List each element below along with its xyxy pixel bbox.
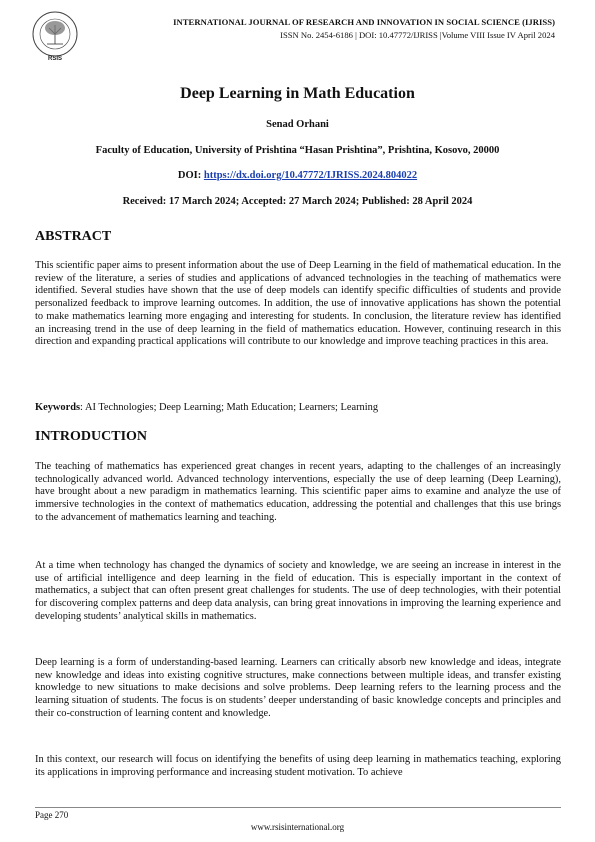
- author-name: Senad Orhani: [266, 119, 329, 130]
- journal-meta: ISSN No. 2454-6186 | DOI: 10.47772/IJRISS |Volume VIII Issue IV April 2024: [280, 30, 555, 40]
- doi-label: DOI:: [177, 170, 204, 181]
- page-number: Page 270: [35, 810, 69, 820]
- footer-website: www.rsisinternational.org: [250, 822, 345, 832]
- journal-title: INTERNATIONAL JOURNAL OF RESEARCH AND INNOVATION IN SOCIAL SCIENCE (IJRISS): [173, 17, 555, 27]
- publication-dates: Received: 17 March 2024; Accepted: 27 March 2024; Published: 28 April 2024: [122, 196, 473, 207]
- intro-paragraph-4: In this context, our research will focus on identifying the benefits of using deep learning in mathematics teaching, exploring its applications in improving performance and increasing student motivation. To achieve: [35, 754, 561, 778]
- intro-paragraph-3: Deep learning is a form of understanding-based learning. Learners can critically absorb new knowledge and ideas, integrate new knowledge and ideas into existing cognitive structures, make connections between multiple ideas, and transfer existing knowledge to new situations to make decisions and solve problems. Deep learning refers to the learning process and the learning situation of students. The focus is on students’ deeper understanding of basic knowledge concepts and principles and their co-construction of learning content and knowledge.: [35, 657, 561, 719]
- intro-paragraph-1: The teaching of mathematics has experienced great changes in recent years, adapting to the challenges of an increasingly technologically advanced world. Advanced technology interventions, especially the use of deep learning (Deep Learning), have brought about a new paradigm in mathematics learning. This scientific paper aims to examine and analyze the use of immersive technologies in the context of mathematics education, addressing the potential and challenges that this use brings to the advancement of mathematics learning and teaching.: [35, 461, 561, 523]
- doi-link[interactable]: https://dx.doi.org/10.47772/IJRISS.2024.804022: [203, 170, 418, 181]
- author-affiliation: Faculty of Education, University of Prishtina “Hasan Prishtina”, Prishtina, Kosovo, 20000: [95, 145, 500, 156]
- keywords-text: : AI Technologies; Deep Learning; Math Education; Learners; Learning: [80, 402, 379, 413]
- doi-line: [0, 170, 595, 181]
- intro-paragraph-2: At a time when technology has changed the dynamics of society and knowledge, we are seeing an increase in interest in the use of artificial intelligence and deep learning in the field of education. This is especially important in the context of mathematics, a subject that can often present great challenges for students. The use of deep technologies, with their potential for discovering complex patterns and deep data analysis, can bring great innovations in improving the learning experience and developing students’ analytical skills in mathematics.: [35, 560, 561, 622]
- keywords-label: Keywords: [35, 402, 81, 413]
- abstract-heading: ABSTRACT: [35, 229, 112, 244]
- abstract-text: This scientific paper aims to present information about the use of Deep Learning in the field of mathematical education. In the review of the literature, a series of studies and applications of advanced technologies in the teaching of mathematics were identified. Several studies have shown that the use of deep models can identify specific difficulties of students and provide personalized feedback to improve learning outcomes. In addition, the use of innovative applications has shown the potential to make mathematics learning more engaging and interesting for students. In conclusion, the literature review has identified an increasing trend in the use of deep learning in the field of mathematics education. However, continuing research in this direction and expanding practical applications will contribute to our knowledge and improve teaching practices in this area.: [35, 260, 561, 348]
- introduction-heading: INTRODUCTION: [35, 429, 148, 444]
- svg-text:RSIS: RSIS: [47, 56, 63, 62]
- keywords-line: [35, 402, 561, 415]
- footer-divider: [35, 807, 561, 808]
- paper-title: Deep Learning in Math Education: [180, 85, 415, 102]
- journal-logo: [30, 10, 80, 62]
